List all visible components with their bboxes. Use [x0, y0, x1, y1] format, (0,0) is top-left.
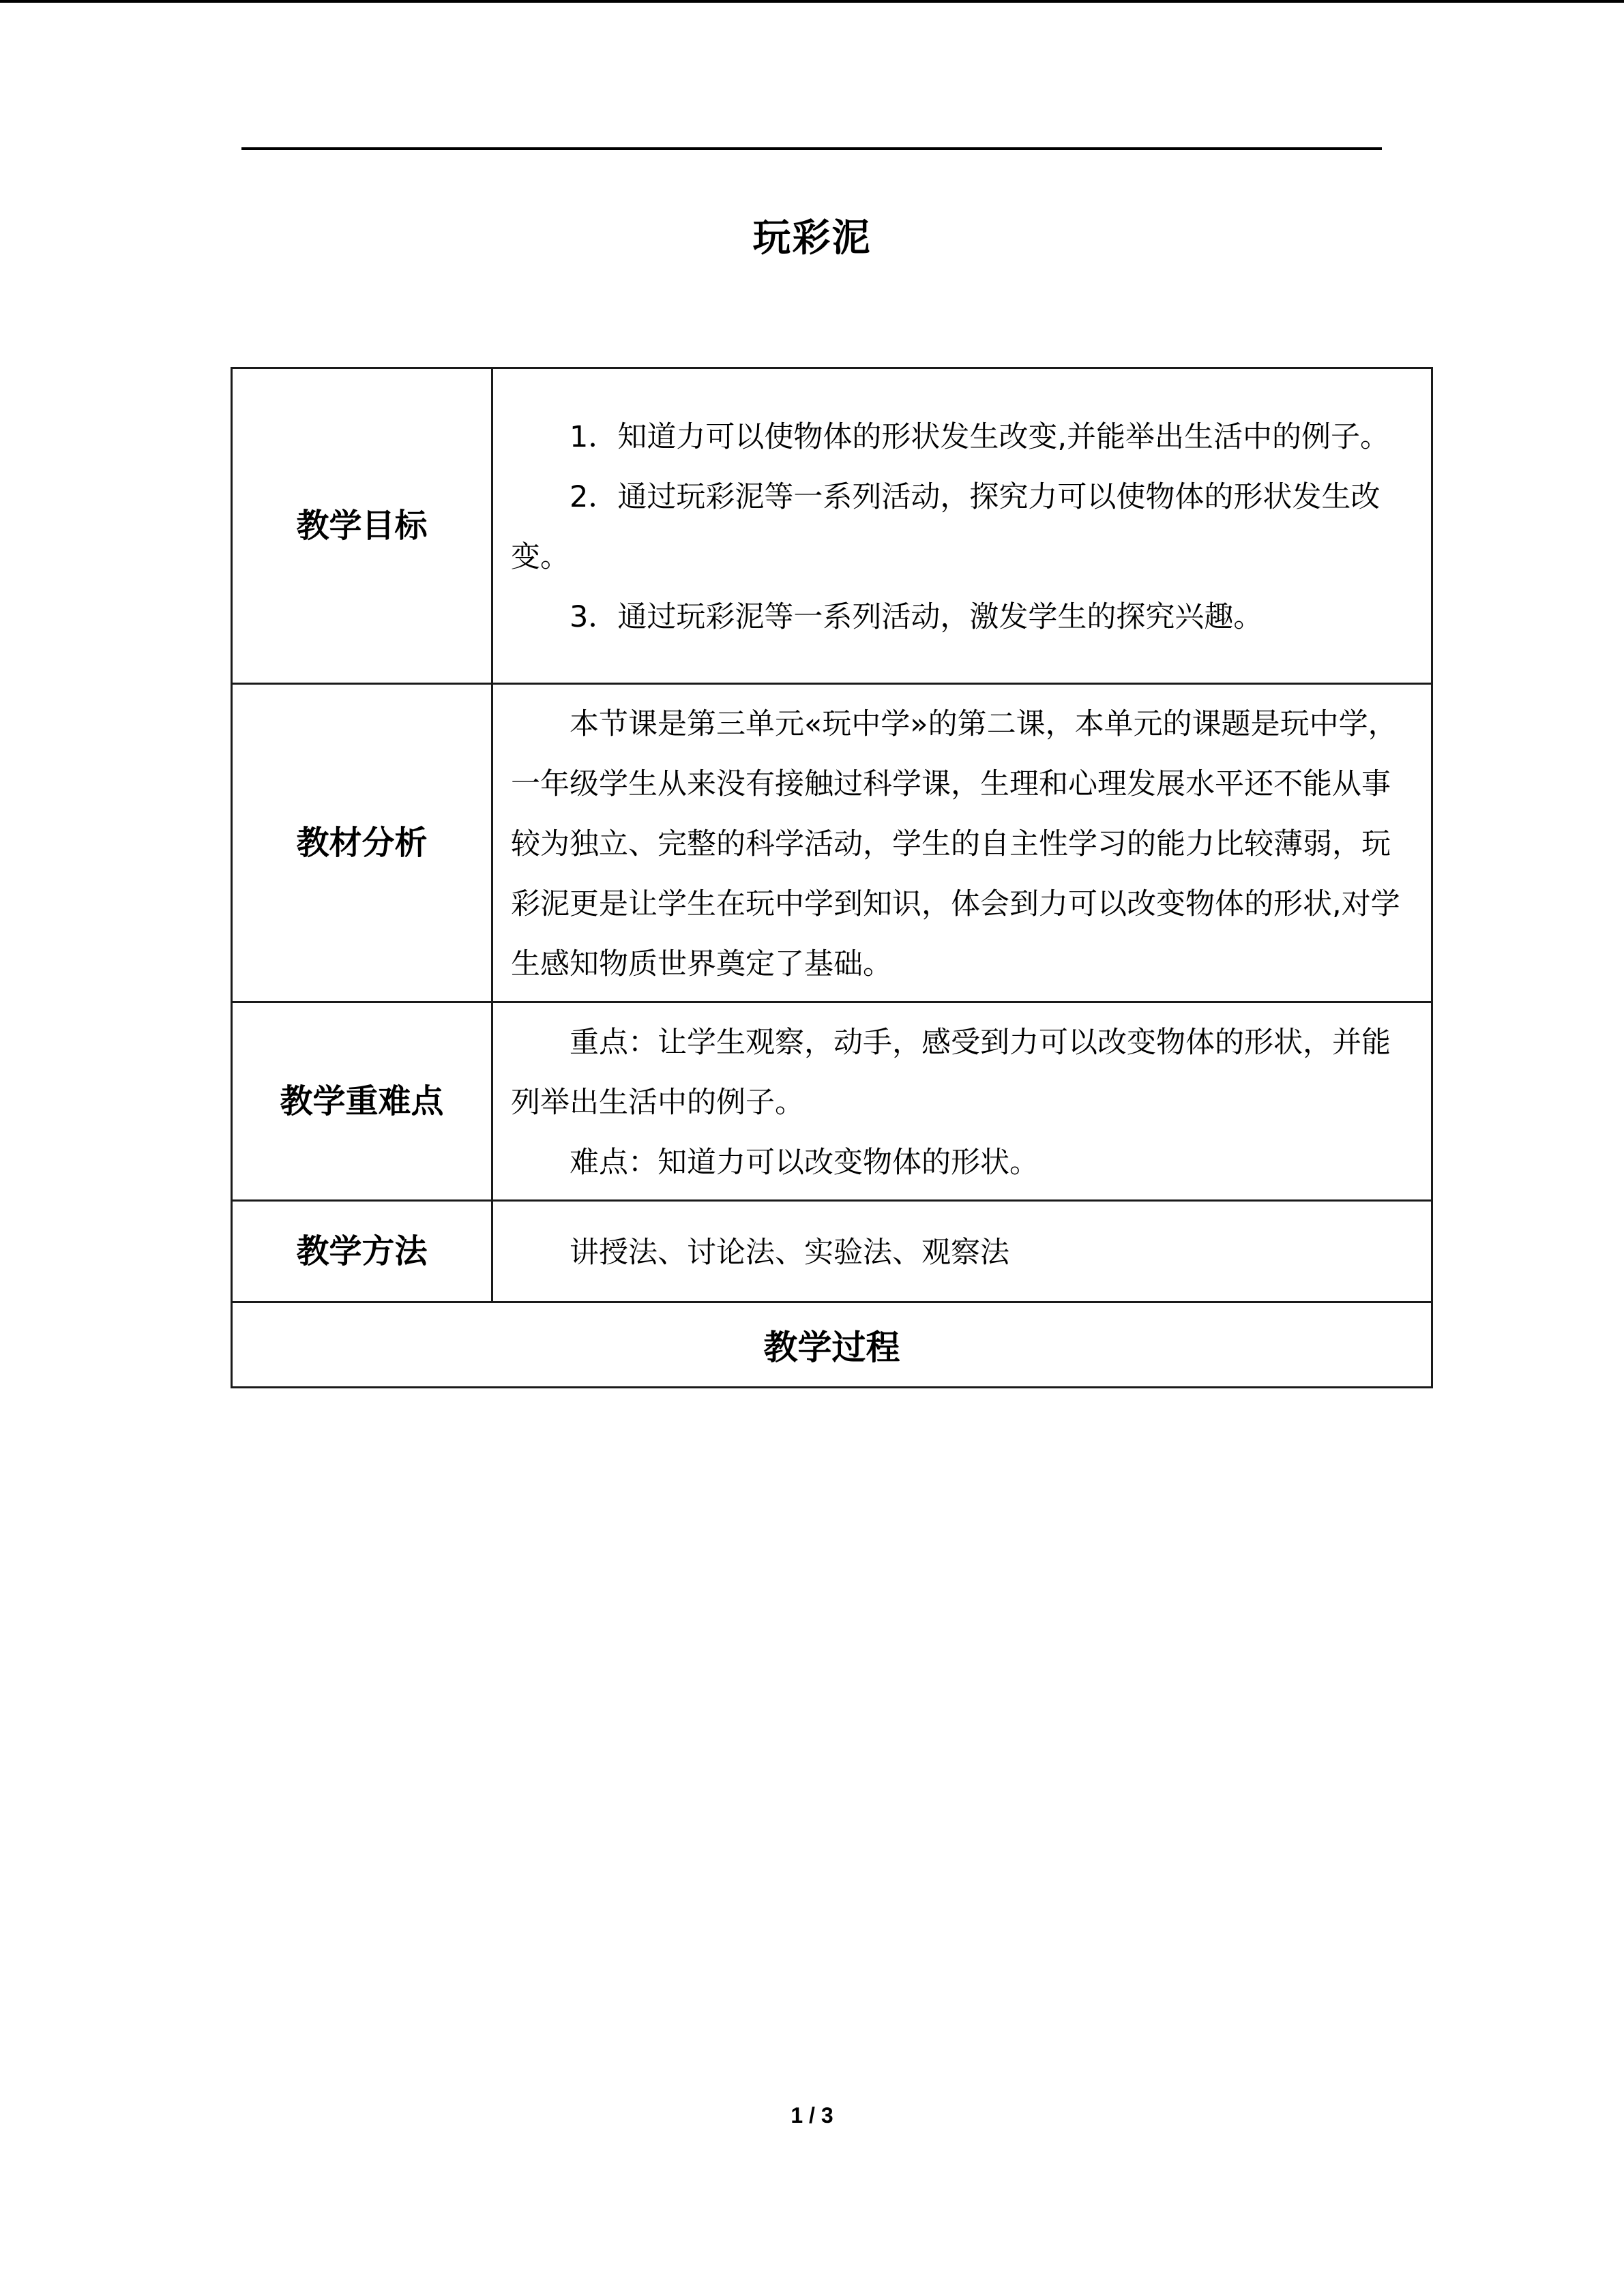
- objective-item: 2．通过玩彩泥等一系列活动，探究力可以使物体的形状发生改变。: [511, 480, 1381, 574]
- row-label-key-difficult-points: 教学重难点: [232, 1002, 492, 1201]
- teaching-objectives-content: [492, 368, 1432, 684]
- document-title: 玩彩泥: [752, 216, 872, 260]
- teaching-methods-content: [492, 1201, 1432, 1302]
- page-number: 1 / 3: [791, 2103, 833, 2128]
- table-row-key-difficult-points: [232, 1002, 1432, 1201]
- analysis-paragraph: 本节课是第三单元«玩中学»的第二课，本单元的课题是玩中学，一年级学生从来没有接触过科学课，生理和心理发展水平还不能从事较为独立、完整的科学活动，学生的自主性学习的能力比较薄弱，玩彩泥更是让学生在玩中学到知识，体会到力可以改变物体的形状,对学生感知物质世界奠定了基础。: [511, 707, 1400, 981]
- row-label-teaching-objectives: 教学目标: [232, 368, 492, 684]
- key-difficult-points-content: [492, 1002, 1432, 1201]
- row-label-material-analysis: 教材分析: [232, 684, 492, 1002]
- methods-text: 讲授法、讨论法、实验法、观察法: [570, 1236, 1009, 1270]
- table-row-teaching-process: [232, 1302, 1432, 1388]
- material-analysis-content: [492, 684, 1432, 1002]
- page-top-border: [0, 0, 1624, 3]
- teaching-process-heading: 教学过程: [232, 1302, 1432, 1388]
- key-point: 重点：让学生观察，动手，感受到力可以改变物体的形状，并能列举出生活中的例子。: [511, 1026, 1391, 1120]
- table-row-material-analysis: [232, 684, 1432, 1002]
- objective-item: 3．通过玩彩泥等一系列活动，激发学生的探究兴趣。: [570, 600, 1263, 634]
- objective-item: 1．知道力可以使物体的形状发生改变,并能举出生活中的例子。: [570, 420, 1390, 454]
- row-label-teaching-methods: 教学方法: [232, 1201, 492, 1302]
- header-rule: [241, 147, 1382, 150]
- table-row-teaching-objectives: [232, 368, 1432, 684]
- lesson-plan-table: [231, 367, 1433, 1388]
- table-row-teaching-methods: [232, 1201, 1432, 1302]
- difficult-point: 难点：知道力可以改变物体的形状。: [570, 1146, 1039, 1180]
